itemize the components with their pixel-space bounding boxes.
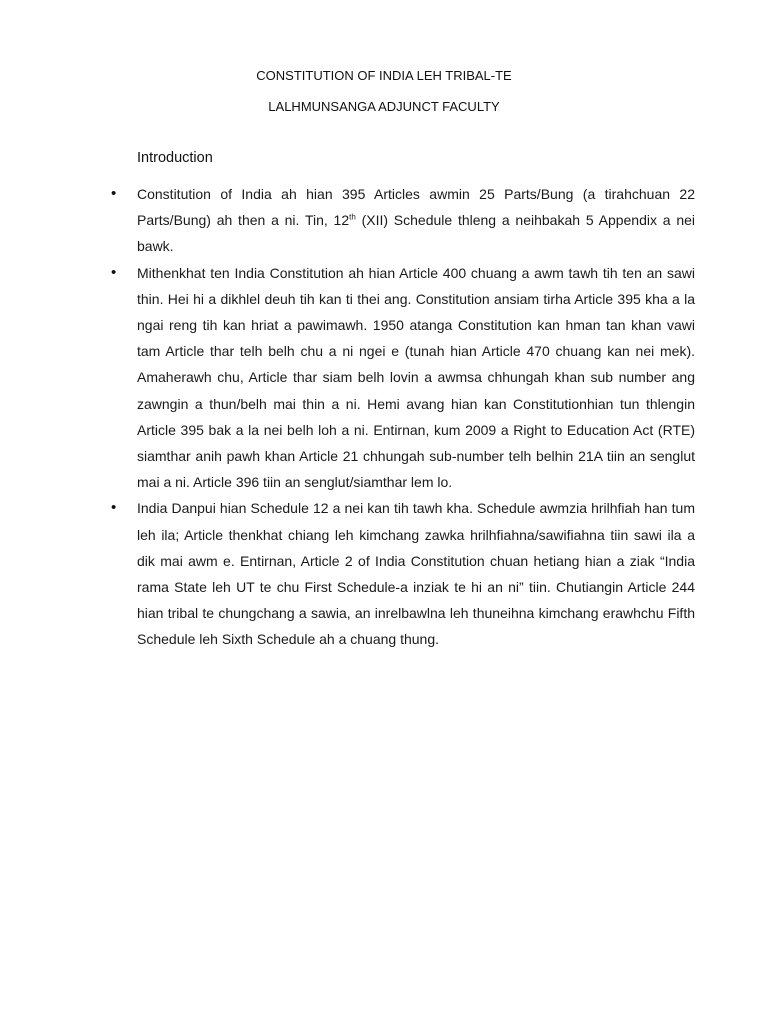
bullet-icon: • [111,499,117,517]
section-heading: Introduction [137,150,213,166]
list-item [0,260,768,496]
ordinal-superscript: th [349,212,356,222]
paragraph-text: (XII) Schedule thleng a neihbakah 5 Appendix a nei bawk. [137,212,696,255]
bullet-icon: • [111,263,117,281]
bullet-icon: • [111,185,117,202]
paragraph: India Danpui hian Schedule 12 a nei kan tih tawh kha. Schedule awmzia hrilhfiah han tum leh ila; Article thenkhat chiang leh kimchang zawka hrilhfiahna/sawifiahna tiin sawi ila a dik mai awm e. Entirnan, Article 2 of India Constitution chuan hetiang hian a ziak “India rama State leh UT te chu First Schedule-a inziak te hi an ni” tiin. Chutiangin Article 244 hian tribal te chungchang a sawia, an inrelbawlna leh thuneihna kimchang erawhchu Fifth Schedule leh Sixth Schedule ah a chuang thung. [137,500,695,648]
document-author: LALHMUNSANGA ADJUNCT FACULTY [268,99,500,114]
list-item [0,181,768,260]
paragraph [137,181,695,260]
paragraph-text: Constitution of India ah hian 395 Articles awmin 25 Parts/Bung (a tirahchuan 22 Parts/Bung) ah then a ni. Tin, 12 [137,186,695,229]
paragraph: Mithenkhat ten India Constitution ah hian Article 400 chuang a awm tawh tih ten an sawi thin. Hei hi a dikhlel deuh tih kan ti thei ang. Constitution ansiam tirha Article 395 kha a la ngai reng tih kan hriat a pawimawh. 1950 atanga Constitution kan hman tan khan vawi tam Article thar telh belh chu a ni ngei e (tunah hian Article 470 chuang kan nei mek). Amaherawh chu, Article thar siam belh lovin a awmsa chhungah khan sub number ang zawngin a thun/belh mai thin a ni. Hemi avang hian kan Constitutionhian tun thlengin Article 395 bak a la nei belh loh a ni. Entirnan, kum 2009 a Right to Education Act (RTE) siamthar anih pawh khan Article 21 chhungah sub-number telh belhin 21A tiin an senglut mai a ni. Article 396 tiin an senglut/siamthar lem lo. [137,264,695,491]
list-item [0,495,768,652]
document-title: CONSTITUTION OF INDIA LEH TRIBAL-TE [256,68,512,83]
bullet-list [0,181,768,653]
